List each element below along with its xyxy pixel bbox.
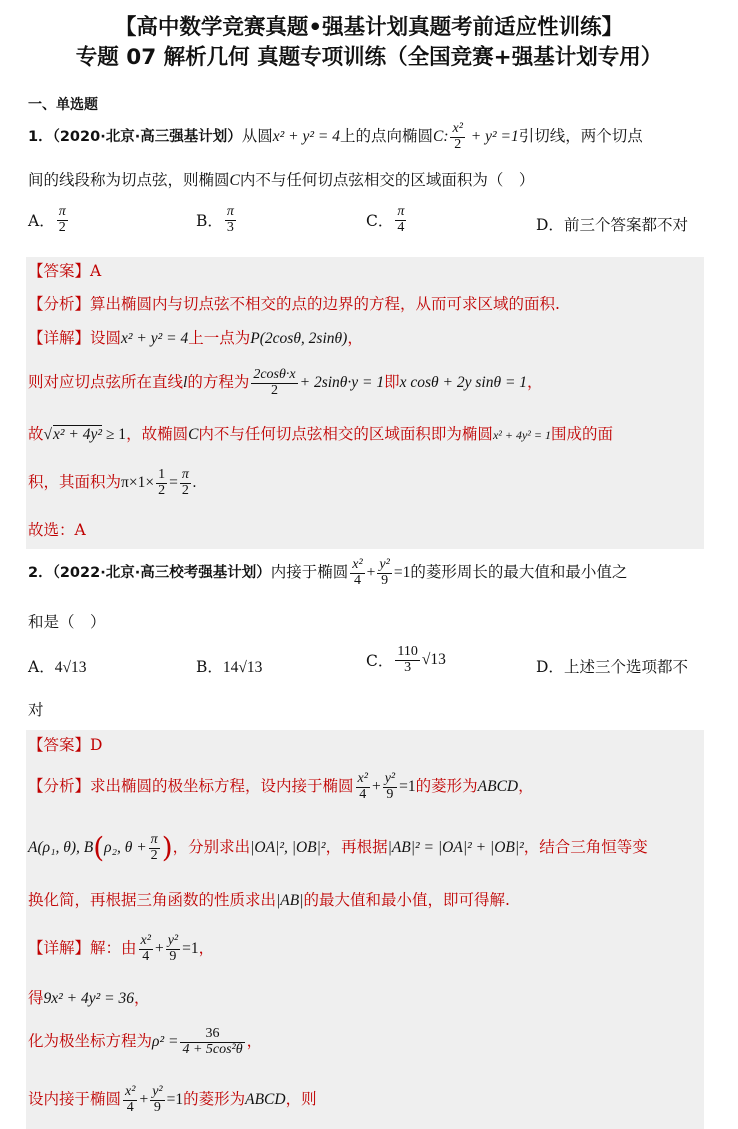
fraction: $\frac{1}{2}$ — [158, 466, 166, 498]
option-c: C． $\frac{\pi}{4}$ — [366, 204, 405, 235]
question-number: 1． — [28, 129, 53, 145]
fraction: $\frac{\text{y²}}{9}$ — [167, 932, 179, 964]
question-source: （2022·北京·高三校考强基计划） — [52, 565, 271, 581]
option-d-wrap: 对 — [28, 701, 44, 719]
fraction: $\frac{\pi}{2}$ — [181, 466, 189, 498]
fraction: $\frac{\text{y²}}{9}$ — [384, 770, 396, 802]
answer-line: 【答案】A — [28, 262, 102, 280]
analysis-line: 【分析】算出椭圆内与切点弦不相交的点的边界的方程，从而可求区域的面积. — [28, 295, 560, 313]
detail-line-2: 得9x² + 4y² = 36， — [28, 989, 150, 1007]
detail-line-2: 则对应切点弦所在直线l的方程为 $\frac{2\cos\theta\cdot x}{2}$ + 2sinθ·y = 1即x cosθ + 2y sinθ = 1， — [28, 366, 543, 398]
option-a: A． $\frac{\pi}{2}$ — [28, 204, 66, 235]
fraction: $\frac{\text{y²}}{9}$ — [379, 556, 390, 588]
option-c: C． $\frac{110}{3}$ √13 — [366, 644, 446, 675]
question-2-line-2: 和是（ ） — [28, 613, 106, 631]
option-b: B．14√13 — [196, 658, 263, 676]
detail-line-4: 积，其面积为π×1× $\frac{1}{2}$ = $\frac{\pi}{2}$ . — [28, 466, 197, 498]
fraction: $\frac{\text{x²}}{4}$ — [357, 770, 368, 802]
fraction: $\frac{\pi}{2}$ — [150, 831, 158, 863]
fraction: $\frac{110}{3}$ — [397, 644, 418, 675]
section-heading: 一、单选题 — [28, 97, 98, 113]
analysis-line-2: A(ρ₁, θ), B(ρ₂, θ + $\frac{\pi}{2}$ )，分别求出|OA|², |OB|²，再根据|AB|² = |OA|² + |OB|²，结合三角恒等变 — [28, 831, 648, 864]
analysis-line-3: 换化简，再根据三角函数的性质求出|AB|的最大值和最小值，即可得解. — [28, 891, 510, 909]
fraction: $\frac{\pi}{2}$ — [58, 204, 66, 235]
option-a: A．4√13 — [28, 658, 87, 676]
analysis-line-1: 【分析】求出椭圆的极坐标方程，设内接于椭圆 $\frac{\text{x²}}{4}$ + $\frac{\text{y²}}{9}$ =1的菱形为ABCD， — [28, 770, 534, 802]
question-1-line-2: 间的线段称为切点弦，则椭圆C内不与任何切点弦相交的区域面积为（ ） — [28, 171, 535, 189]
question-number: 2． — [28, 565, 53, 581]
detail-line-1: 【详解】设圆x² + y² = 4上一点为P(2cosθ, 2sinθ)， — [28, 329, 363, 347]
detail-line-1: 【详解】解：由 $\frac{\text{x²}}{4}$ + $\frac{\text{y²}}{9}$ =1， — [28, 932, 215, 964]
fraction: $\frac{\pi}{4}$ — [397, 204, 405, 235]
fraction: $\frac{36}{\text{4 + 5cos²θ}}$ — [182, 1025, 243, 1057]
choice-line: 故选：A — [28, 521, 86, 539]
question-1-line-1: 1．（2020·北京·高三强基计划）从圆x² + y² = 4上的点向椭圆C: $\frac{\text{x²}}{2}$ + y² =1引切线，两个切点 — [28, 120, 643, 152]
detail-line-3: 化为极坐标方程为ρ² = $\frac{36}{\text{4 + 5cos²θ}}$ ， — [28, 1025, 263, 1057]
fraction: $\frac{\text{x²}}{4}$ — [125, 1083, 136, 1115]
answer-line: 【答案】D — [28, 736, 103, 754]
question-2-line-1: 2．（2022·北京·高三校考强基计划）内接于椭圆 $\frac{\text{x²}}{4}$ + $\frac{\text{y²}}{9}$ =1的菱形周长的最大值和最小值之 — [28, 556, 628, 588]
option-b: B． $\frac{\pi}{3}$ — [196, 204, 234, 235]
fraction: $\frac{2\cos\theta\cdot x}{2}$ — [253, 366, 296, 398]
option-d: D．前三个答案都不对 — [536, 216, 688, 234]
detail-line-3: 故√x² + 4y² ≥ 1，故椭圆C内不与任何切点弦相交的区域面积即为椭圆x² + 4y² = 1围成的面 — [28, 425, 613, 443]
fraction: $\frac{\text{y²}}{9}$ — [152, 1083, 163, 1115]
document-subtitle: 专题 07 解析几何 真题专项训练（全国竞赛+强基计划专用） — [75, 45, 663, 70]
fraction: $\frac{\text{x²}}{4}$ — [352, 556, 363, 588]
fraction: $\frac{\pi}{3}$ — [226, 204, 234, 235]
detail-line-4: 设内接于椭圆 $\frac{\text{x²}}{4}$ + $\frac{\text{y²}}{9}$ =1的菱形为ABCD，则 — [28, 1083, 317, 1115]
option-d: D．上述三个选项都不 — [536, 658, 688, 676]
question-source: （2020·北京·高三强基计划） — [52, 129, 242, 145]
fraction: $\frac{\text{x²}}{4}$ — [140, 932, 151, 964]
fraction: $\frac{\text{x²}}{2}$ — [452, 120, 463, 152]
document-title: 【高中数学竞赛真题•强基计划真题考前适应性训练】 — [114, 15, 624, 40]
